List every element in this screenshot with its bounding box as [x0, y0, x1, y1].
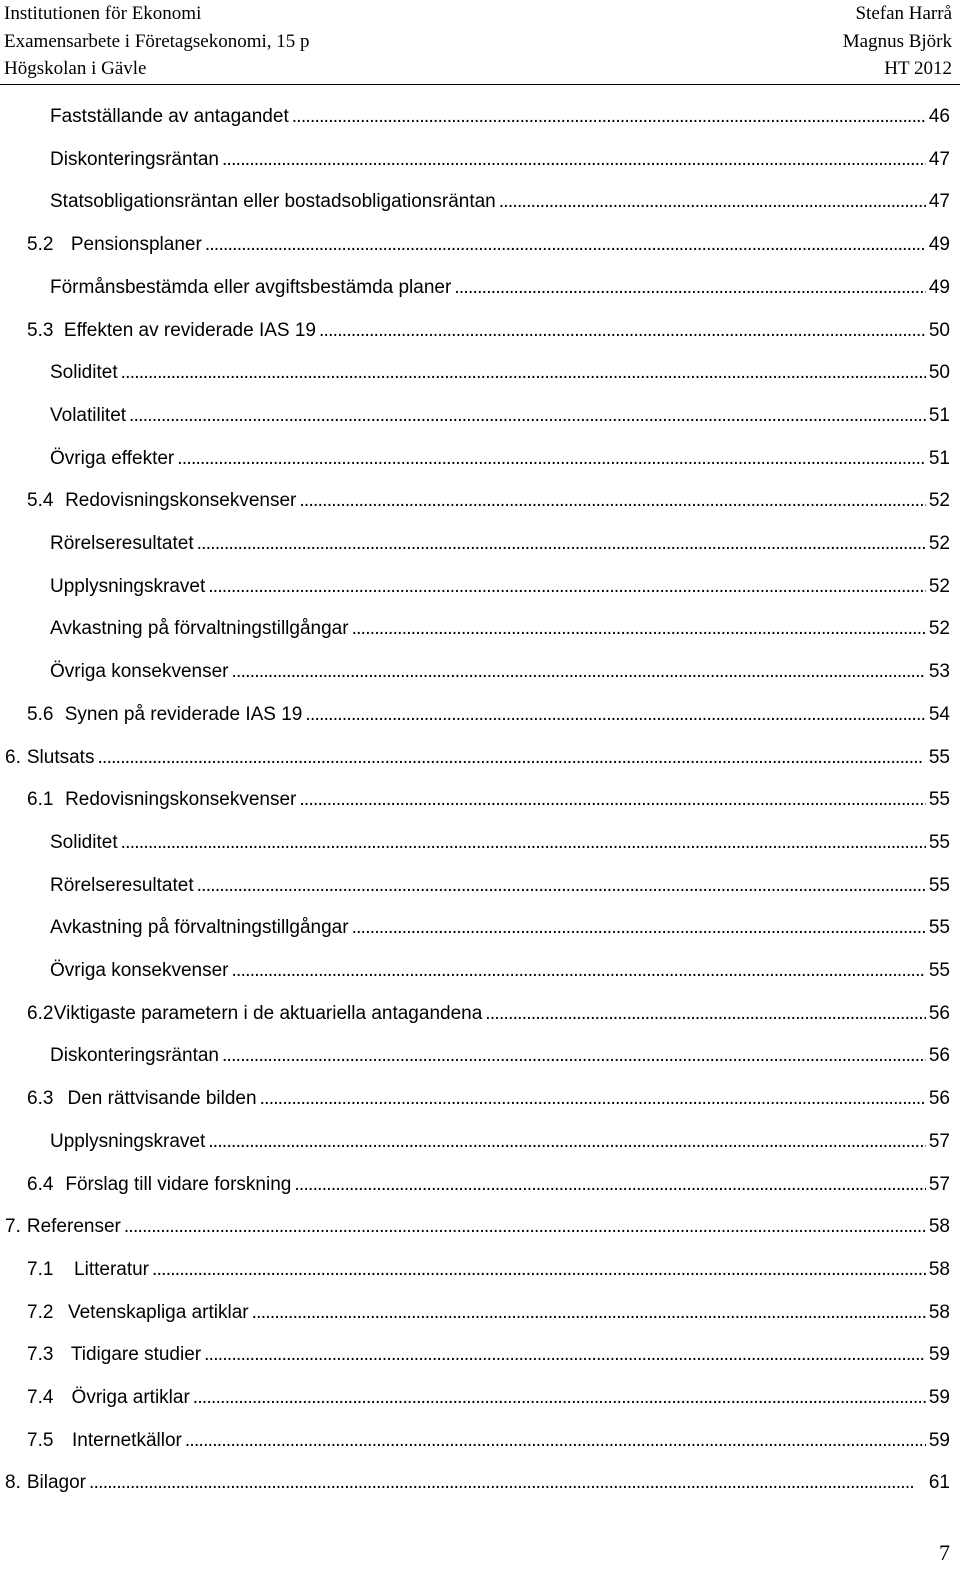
- toc-entry-page: 46: [928, 106, 950, 127]
- toc-entry-page: 55: [928, 746, 950, 768]
- toc-entry[interactable]: [5, 747, 950, 777]
- toc-entry-title: Övriga konsekvenser: [50, 661, 229, 683]
- toc-entry-title: Statsobligationsräntan eller bostadsobligationsräntan: [50, 191, 496, 213]
- toc-dot-leader: [222, 1045, 926, 1067]
- toc-entry-title: Bilagor: [26, 1472, 87, 1494]
- toc-entry-page: 47: [928, 191, 950, 213]
- toc-dot-leader: [129, 405, 926, 427]
- toc-entry-page: 50: [928, 362, 950, 384]
- toc-entry-page: 49: [928, 234, 950, 256]
- toc-entry-page: 58: [928, 1216, 950, 1238]
- toc-entry-title: Internetkällor: [72, 1429, 182, 1451]
- toc-entry[interactable]: [50, 576, 950, 606]
- toc-entry[interactable]: [50, 149, 950, 179]
- toc-entry-page: 56: [928, 1088, 950, 1110]
- toc-entry[interactable]: [27, 789, 950, 819]
- toc-entry-page: 50: [928, 319, 950, 341]
- toc-entry[interactable]: [27, 704, 950, 734]
- toc-dot-leader: [97, 747, 925, 769]
- toc-dot-leader: [205, 234, 926, 256]
- toc-entry-page: 59: [928, 1387, 950, 1408]
- toc-entry-title: Vetenskapliga artiklar: [67, 1301, 249, 1323]
- toc-entry-title: Slutsats: [26, 746, 95, 768]
- toc-entry-title: Viktigaste parametern i de aktuariella antagandena: [53, 1002, 483, 1024]
- toc-entry-page: 55: [928, 960, 950, 981]
- page-header: [4, 0, 952, 83]
- toc-dot-leader: [485, 1003, 926, 1025]
- toc-entry-title: Fastställande av antagandet: [50, 106, 289, 127]
- toc-entry-page: 58: [928, 1258, 950, 1280]
- toc-entry[interactable]: [50, 875, 950, 905]
- toc-dot-leader: [89, 1472, 926, 1494]
- toc-entry[interactable]: [50, 960, 950, 990]
- toc-entry[interactable]: [50, 106, 950, 136]
- toc-entry-page: 57: [928, 1173, 950, 1195]
- toc-dot-leader: [177, 448, 926, 470]
- toc-dot-leader: [499, 191, 926, 213]
- toc-entry-title: Övriga effekter: [50, 447, 175, 469]
- toc-entry-number: 7.2: [27, 1301, 54, 1323]
- toc-entry[interactable]: [5, 1216, 950, 1246]
- toc-dot-leader: [292, 106, 926, 128]
- header-row-2: [4, 28, 952, 56]
- toc-entry-title: Litteratur: [74, 1258, 150, 1280]
- toc-dot-leader: [121, 832, 926, 854]
- toc-entry-title: Rörelseresultatet: [50, 874, 194, 896]
- toc-entry-number: 7.4: [27, 1387, 54, 1408]
- toc-entry[interactable]: [50, 533, 950, 563]
- toc-entry[interactable]: [50, 405, 950, 435]
- toc-entry-number: 7.3: [27, 1344, 54, 1366]
- toc-entry-number: 6.4: [27, 1173, 54, 1195]
- toc-entry-title: Soliditet: [50, 362, 118, 384]
- header-divider: [0, 84, 960, 85]
- toc-entry-number: 6.3: [27, 1088, 54, 1110]
- toc-entry-page: 55: [928, 831, 950, 853]
- toc-entry-title: Synen på reviderade IAS 19: [64, 703, 303, 725]
- toc-entry-page: 52: [928, 618, 950, 640]
- toc-entry[interactable]: [27, 1387, 950, 1417]
- toc-entry-title: Upplysningskravet: [50, 575, 206, 597]
- toc-entry-page: 57: [928, 1130, 950, 1152]
- toc-entry-page: 55: [928, 874, 950, 896]
- toc-dot-leader: [231, 960, 925, 982]
- toc-dot-leader: [152, 1259, 926, 1281]
- toc-entry[interactable]: [27, 1174, 950, 1204]
- toc-entry-page: 59: [928, 1344, 950, 1366]
- toc-entry-number: 7.1: [27, 1258, 54, 1280]
- toc-dot-leader: [222, 149, 926, 171]
- toc-dot-leader: [305, 704, 925, 726]
- page-number: 7: [939, 1540, 950, 1565]
- toc-entry-page: 55: [928, 917, 950, 939]
- toc-entry-title: Avkastning på förvaltningstillgångar: [50, 618, 349, 640]
- toc-dot-leader: [454, 277, 926, 299]
- toc-entry-page: 52: [928, 575, 950, 597]
- header-university: Högskolan i Gävle: [4, 58, 147, 79]
- toc-entry[interactable]: [27, 1003, 950, 1033]
- header-row-1: [4, 0, 952, 28]
- header-row-3: [4, 55, 952, 83]
- toc-entry[interactable]: [27, 1430, 950, 1460]
- toc-entry-page: 51: [928, 447, 950, 469]
- toc-entry-page: 52: [928, 490, 950, 512]
- toc-entry[interactable]: [5, 1472, 950, 1502]
- toc-entry-title: Övriga konsekvenser: [50, 960, 229, 981]
- toc-dot-leader: [208, 1131, 926, 1153]
- toc-entry[interactable]: [27, 490, 950, 520]
- toc-entry-page: 61: [928, 1472, 950, 1494]
- toc-entry-page: 58: [928, 1301, 950, 1323]
- toc-entry-title: Övriga artiklar: [71, 1387, 190, 1408]
- toc-entry-title: Soliditet: [50, 831, 118, 853]
- toc-entry-title: Tidigare studier: [70, 1344, 202, 1366]
- toc-entry-page: 54: [928, 703, 950, 725]
- toc-entry-title: Diskonteringsräntan: [50, 148, 219, 170]
- toc-entry-number: 5.3: [27, 319, 54, 341]
- toc-dot-leader: [319, 320, 926, 342]
- header-author-2: Magnus Björk: [842, 30, 952, 52]
- toc-entry[interactable]: [50, 277, 950, 307]
- toc-entry[interactable]: [50, 1131, 950, 1161]
- toc-entry-page: 47: [928, 148, 950, 170]
- toc-dot-leader: [121, 362, 926, 384]
- toc-entry-page: 52: [928, 533, 950, 554]
- toc-entry-number: 6.2: [27, 1002, 54, 1024]
- toc-entry-page: 53: [928, 661, 950, 683]
- toc-entry[interactable]: [27, 1088, 950, 1118]
- toc-entry[interactable]: [50, 1045, 950, 1075]
- toc-entry[interactable]: [27, 234, 950, 264]
- toc-dot-leader: [294, 1174, 926, 1196]
- toc-entry-page: 56: [928, 1045, 950, 1067]
- toc-entry-title: Upplysningskravet: [50, 1130, 206, 1152]
- toc-entry[interactable]: [50, 191, 950, 221]
- header-institution: Institutionen för Ekonomi: [4, 3, 202, 24]
- toc-entry-number: 7.5: [27, 1429, 54, 1451]
- toc-entry-number: 6.: [5, 746, 21, 768]
- header-course: Examensarbete i Företagsekonomi, 15 p: [4, 30, 310, 52]
- toc-entry-title: Förslag till vidare forskning: [65, 1173, 292, 1195]
- toc-entry-page: 49: [928, 276, 950, 298]
- toc-entry-title: Referenser: [26, 1216, 121, 1238]
- toc-entry[interactable]: [50, 917, 950, 947]
- toc-entry-title: Diskonteringsräntan: [50, 1045, 219, 1067]
- toc-entry-number: 5.2: [27, 234, 54, 256]
- toc-dot-leader: [252, 1302, 926, 1324]
- toc-entry-title: Redovisningskonsekvenser: [65, 789, 297, 811]
- toc-entry-number: 5.6: [27, 703, 54, 725]
- header-term: HT 2012: [884, 58, 952, 79]
- toc-entry-page: 59: [928, 1429, 950, 1451]
- toc-entry-page: 51: [928, 404, 950, 426]
- toc-dot-leader: [204, 1344, 926, 1366]
- toc-entry-page: 55: [928, 789, 950, 811]
- toc-entry-title: Redovisningskonsekvenser: [65, 490, 297, 512]
- toc-entry-title: Rörelseresultatet: [50, 533, 194, 554]
- toc-dot-leader: [352, 618, 926, 640]
- toc-entry-number: 8.: [5, 1472, 21, 1494]
- toc-entry-title: Den rättvisande bilden: [67, 1088, 257, 1110]
- toc-entry[interactable]: [27, 1344, 950, 1374]
- toc-entry-title: Avkastning på förvaltningstillgångar: [50, 917, 349, 939]
- toc-entry-number: 7.: [5, 1216, 21, 1238]
- toc-entry[interactable]: [50, 661, 950, 691]
- toc-dot-leader: [260, 1088, 926, 1110]
- toc-entry[interactable]: [50, 448, 950, 478]
- toc-dot-leader: [299, 789, 925, 811]
- toc-dot-leader: [197, 533, 926, 555]
- toc-entry-number: 5.4: [27, 490, 54, 512]
- toc-dot-leader: [185, 1430, 926, 1452]
- toc-entry-title: Volatilitet: [50, 404, 127, 426]
- toc-dot-leader: [352, 917, 926, 939]
- toc-entry-title: Pensionsplaner: [70, 234, 202, 256]
- toc-dot-leader: [299, 490, 925, 512]
- toc-entry[interactable]: [27, 1259, 950, 1289]
- toc-dot-leader: [124, 1216, 926, 1238]
- toc-entry-number: 6.1: [27, 789, 54, 811]
- toc-entry[interactable]: [50, 832, 950, 862]
- toc-dot-leader: [208, 576, 926, 598]
- toc-entry[interactable]: [50, 618, 950, 648]
- toc-dot-leader: [193, 1387, 926, 1409]
- toc-dot-leader: [197, 875, 926, 897]
- toc-dot-leader: [231, 661, 925, 683]
- toc-entry-title: Effekten av reviderade IAS 19: [63, 319, 316, 341]
- toc-entry[interactable]: [27, 1302, 950, 1332]
- toc-entry-title: Förmånsbestämda eller avgiftsbestämda planer: [50, 276, 452, 298]
- header-author-1: Stefan Harrå: [855, 3, 952, 24]
- toc-entry-page: 56: [928, 1002, 950, 1024]
- toc-entry[interactable]: [27, 320, 950, 350]
- toc-entry[interactable]: [50, 362, 950, 392]
